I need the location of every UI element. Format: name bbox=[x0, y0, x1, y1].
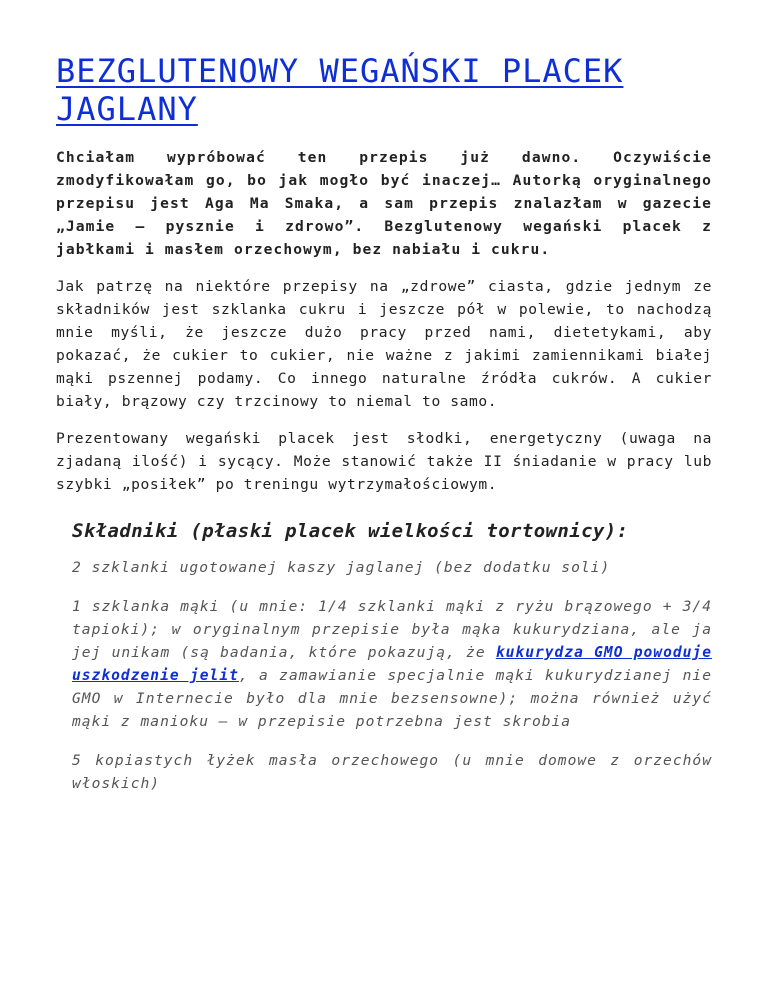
body-paragraph-2: Prezentowany wegański placek jest słodki, energetyczny (uwaga na zjadaną ilość) i sycący. Może stanowić także II śniadanie w pracy lub szybki „posiłek” po treningu wytrzymałościowym. bbox=[56, 430, 712, 493]
gmo-study-link[interactable]: kukurydza GMO powoduje uszkodzenie jelit bbox=[72, 644, 713, 684]
ingredient-item-2-text-end: , a zamawianie specjalnie mąki kukurydzianej nie GMO w Internecie było dla mnie bezsensowne); można również użyć mąki z manioku – w przepisie potrzebna jest skrobia bbox=[72, 667, 712, 730]
ingredient-item-3: 5 kopiastych łyżek masła orzechowego (u mnie domowe z orzechów włoskich) bbox=[72, 752, 712, 792]
article-title-link[interactable]: BEZGLUTENOWY WEGAŃSKI PLACEK JAGLANY bbox=[56, 52, 624, 128]
ingredient-item-2-text-start: 1 szklanka mąki (u mnie: 1/4 szklanki mąki z ryżu brązowego + 3/4 tapioki); w oryginalnym przepisie była mąka kukurydziana, ale ja jej unikam (są badania, które pokazują, że bbox=[72, 598, 712, 661]
ingredient-item-2 bbox=[72, 595, 712, 733]
body-paragraph-1: Jak patrzę na niektóre przepisy na „zdrowe” ciasta, gdzie jednym ze składników jest szklanka cukru i jeszcze pół w polewie, to nachodzą mnie myśli, że jeszcze dużo pracy przed nami, dietetykami, aby pokazać, że cukier to cukier, nie ważne z jakimi zamiennikami białej mąki pszennej podamy. Co innego naturalne źródła cukrów. A cukier biały, brązowy czy trzcinowy to niemal to samo. bbox=[56, 278, 712, 410]
article-title bbox=[56, 52, 712, 128]
lead-paragraph: Chciałam wypróbować ten przepis już dawno. Oczywiście zmodyfikowałam go, bo jak mogło być inaczej… Autorką oryginalnego przepisu jest Aga Ma Smaka, a sam przepis znalazłam w gazecie „Jamie – pysznie i zdrowo”. Bezglutenowy wegański placek z jabłkami i masłem orzechowym, bez nabiału i cukru. bbox=[56, 149, 712, 258]
ingredients-heading: Składniki (płaski placek wielkości tortownicy): bbox=[72, 520, 629, 542]
ingredient-item-1: 2 szklanki ugotowanej kaszy jaglanej (bez dodatku soli) bbox=[72, 559, 611, 576]
